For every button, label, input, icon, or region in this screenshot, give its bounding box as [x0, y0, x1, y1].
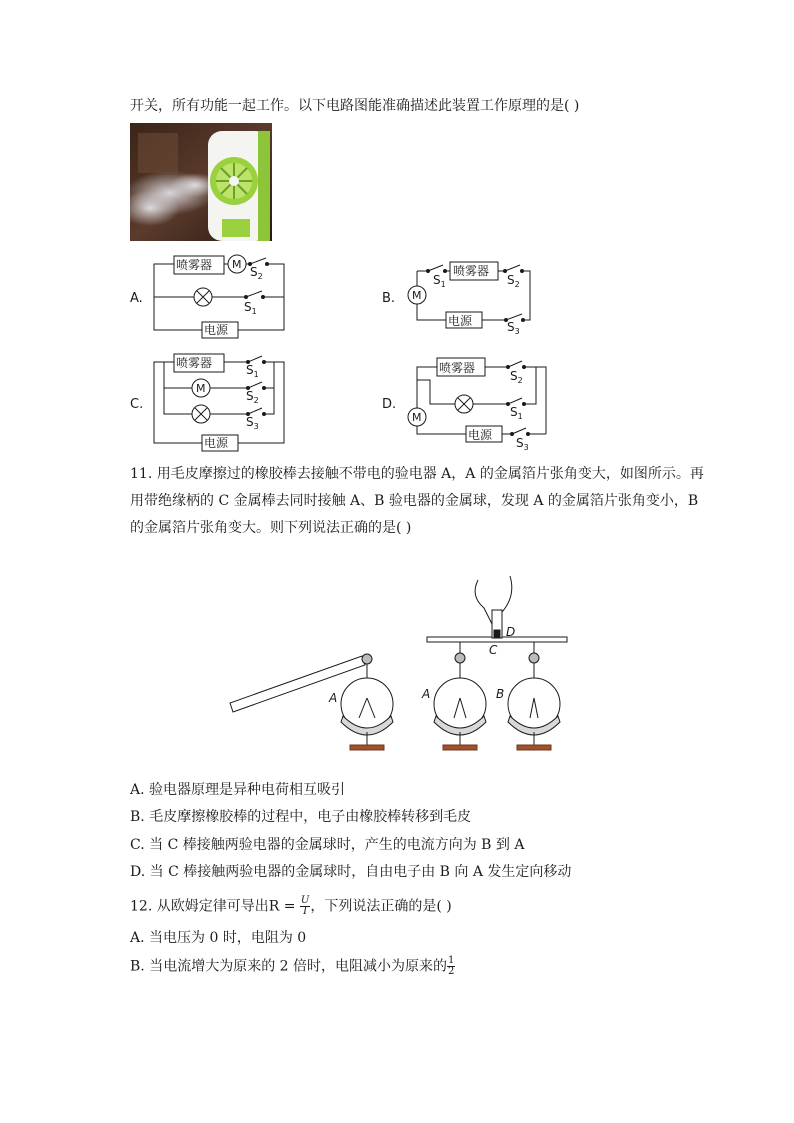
option-b-label: B.	[382, 291, 396, 306]
motor-label-c: M	[196, 382, 206, 395]
s3-label-d: $S_3$	[516, 436, 529, 452]
fraction-numerator: 1	[448, 955, 455, 966]
s2-label-a: $S_2$	[250, 265, 263, 281]
electroscope-b	[508, 642, 560, 750]
s1-label-b: $S_1$	[433, 273, 446, 289]
option-d-label: D.	[382, 397, 397, 412]
electroscope-figure	[225, 570, 585, 755]
power-label-a: 电源	[204, 323, 229, 337]
q11-option-a[interactable]: A. 验电器原理是异种电荷相互吸引	[130, 782, 346, 798]
fraction-denominator: I	[303, 906, 308, 917]
s2-label-b: $S_2$	[507, 273, 520, 289]
q12-option-b-text: B. 当电流增大为原来的 2 倍时，电阻减小为原来的	[130, 958, 447, 975]
q12-option-b-fraction	[447, 956, 455, 977]
label-c: C	[489, 643, 498, 657]
sprayer-label-b: 喷雾器	[453, 264, 490, 278]
q12-option-a[interactable]: A. 当电压为 0 时，电阻为 0	[130, 930, 307, 946]
q11-option-d[interactable]: D. 当 C 棒接触两验电器的金属球时，自由电子由 B 向 A 发生定向移动	[130, 864, 572, 880]
sprayer-label-d: 喷雾器	[439, 361, 476, 375]
s3-label-b: $S_3$	[507, 320, 520, 336]
s2-label-c: $S_2$	[246, 389, 259, 405]
power-label-b: 电源	[448, 314, 473, 328]
power-label-c: 电源	[204, 436, 229, 450]
power-label-d: 电源	[468, 428, 493, 442]
q12-option-b[interactable]	[130, 956, 455, 982]
q11-line3: 的金属箔片张角变大。则下列说法正确的是( )	[130, 520, 412, 536]
motor-label-b: M	[412, 289, 422, 302]
fraction-numerator: U	[300, 895, 310, 906]
fan-sprayer-photo	[130, 123, 272, 241]
label-a-left: A	[329, 691, 338, 705]
s3-label-c: $S_3$	[246, 415, 259, 431]
motor-label-d: M	[412, 411, 422, 424]
circuit-options	[0, 245, 794, 460]
s1-label-d: $S_1$	[510, 405, 523, 421]
q11-line2: 用带绝缘柄的 C 金属棒去同时接触 A、B 验电器的金属球，发现 A 的金属箔片张角变小，B	[130, 493, 699, 509]
label-b: B	[496, 687, 505, 701]
label-d: D	[506, 625, 516, 639]
electroscope-a-2	[434, 642, 486, 750]
option-a-label: A.	[130, 291, 143, 306]
option-c-label: C.	[130, 397, 144, 412]
q11-line1: 11. 用毛皮摩擦过的橡胶棒去接触不带电的验电器 A，A 的金属箔片张角变大，如图所示。再	[130, 466, 704, 482]
q12-fraction	[300, 896, 310, 917]
fraction-denominator: 2	[448, 966, 455, 977]
question-continuation: 开关，所有功能一起工作。以下电路图能准确描述此装置工作原理的是( )	[130, 98, 580, 114]
s1-label-a: $S_1$	[244, 300, 257, 316]
s2-label-d: $S_2$	[510, 369, 523, 385]
sprayer-label-c: 喷雾器	[176, 356, 213, 370]
motor-label-a: M	[232, 258, 242, 271]
label-a-middle: A	[422, 687, 431, 701]
q11-option-b[interactable]: B. 毛皮摩擦橡胶棒的过程中，电子由橡胶棒转移到毛皮	[130, 809, 472, 825]
s1-label-c: $S_1$	[246, 363, 259, 379]
sprayer-label-a: 喷雾器	[176, 258, 213, 272]
q12-stem	[130, 896, 452, 920]
q12-stem-text: 12. 从欧姆定律可导出R =	[130, 898, 300, 915]
q12-stem-end: ，下列说法正确的是( )	[310, 898, 452, 915]
q11-option-c[interactable]: C. 当 C 棒接触两验电器的金属球时，产生的电流方向为 B 到 A	[130, 837, 525, 853]
